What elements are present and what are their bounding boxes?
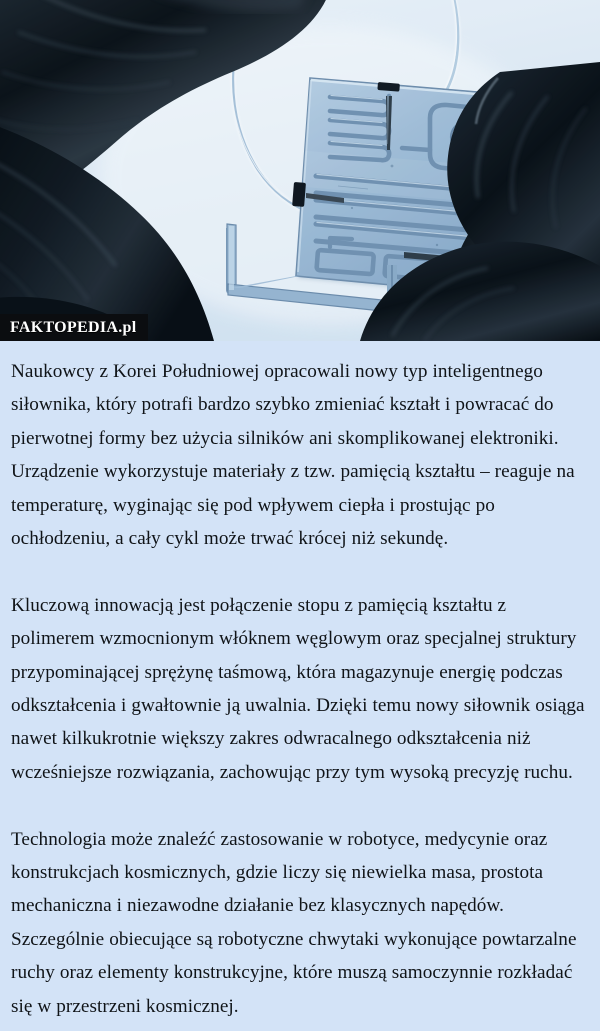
faktopedia-watermark	[0, 314, 148, 341]
article-body	[0, 341, 600, 1031]
article-paragraph: Naukowcy z Korei Południowej opracowali nowy typ inteligentnego siłownika, który potrafi bardzo szybko zmieniać kształt i powracać do pierwotnej formy bez użycia silników ani skomplikowanej elektroniki. Urządzenie wykorzystuje materiały z tzw. pamięcią kształtu – reaguje na temperaturę, wyginając się pod wpływem ciepła i prostując po ochłodzeniu, a cały cykl może trwać krócej niż sekundę.	[11, 361, 575, 550]
article-paragraph: Kluczową innowacją jest połączenie stopu z pamięcią kształtu z polimerem wzmocnionym włóknem węglowym oraz specjalnej struktury przypominającej sprężynę taśmową, która magazynuje energię podczas odkształcenia i gwałtownie ją uwalnia. Dzięki temu nowy siłownik osiąga nawet kilkukrotnie większy zakres odwracalnego odkształcenia niż wcześniejsze rozwiązania, zachowując przy tym wysoką precyzję ruchu.	[11, 594, 585, 783]
article-paragraph: Technologia może znaleźć zastosowanie w robotyce, medycynie oraz konstrukcjach kosmicznych, gdzie liczy się niewielka masa, prostota mechaniczna i niezawodne działanie bez klasycznych napędów. Szczególnie obiecujące są robotyczne chwytaki wykonujące powtarzalne ruchy oraz elementy konstrukcyjne, które muszą samoczynnie rozkładać się w przestrzeni kosmicznej.	[11, 828, 577, 1017]
photo-illustration	[0, 0, 600, 341]
article-photo	[0, 0, 600, 341]
watermark-label: FAKTOPEDIA.pl	[10, 318, 137, 336]
